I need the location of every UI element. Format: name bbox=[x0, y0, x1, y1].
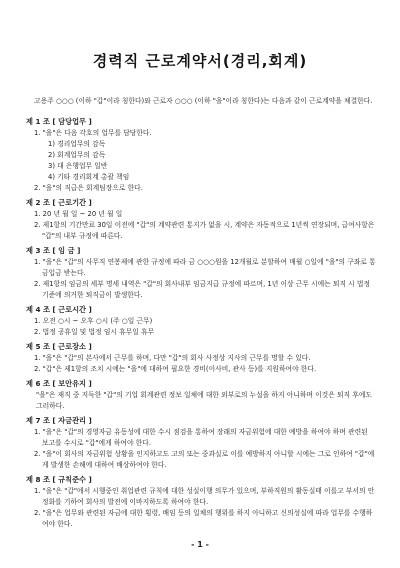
intro-paragraph: 고용주 ○○○ (이하 "갑"이라 칭한다)와 근로자 ○○○ (이하 "을"이라 칭한다)는 다음과 같이 근로계약을 체결한다. bbox=[34, 97, 373, 105]
article-section bbox=[26, 341, 376, 375]
clause-text: 2. "을"은 업무와 관련된 자금에 대한 횡령, 배임 등의 일체의 행위를 하지 아니하고 신의성실에 따라 업무를 수행하여야 한다. bbox=[34, 509, 373, 528]
clause-text: 1. "을"은 다음 각호의 업무를 담당한다. bbox=[34, 129, 152, 137]
sub-item: 4) 기타 경리회계 총괄 책임 bbox=[48, 173, 130, 181]
article-heading: 제 4 조 [ 근로시간 ] bbox=[26, 305, 92, 314]
clause-text: 1. "을"은 "갑"에서 시행중인 취업관련 규칙에 대한 성실이행 의무가 있으며, 부하직원의 활동실태 이를고 부서의 안정화를 기하여 회사의 발전에 이바지하도록 하여야 한다. bbox=[34, 487, 375, 506]
article-heading: 제 6 조 [ 보안유지 ] bbox=[26, 379, 92, 388]
clause-text: 2. 법정 공휴일 및 법정 임시 휴무일 휴무 bbox=[34, 328, 155, 336]
article-heading: 제 2 조 [ 근로기간 ] bbox=[26, 198, 92, 207]
clause-text: 1. 오전 ○시 ~ 오후 ○시 (주 ○일 근무) bbox=[34, 317, 153, 325]
clause-text: 2. "을"의 직급은 회계팀장으로 한다. bbox=[34, 184, 143, 192]
clause-text: 1. "을"은 "갑"의 본사에서 근무를 하며, 다만 "갑"의 회사 사정상 지사의 근무를 명할 수 있다. bbox=[34, 354, 311, 362]
article-section bbox=[26, 116, 376, 194]
clause-text: 1. "을"은 "갑"의 사무직 연봉제에 관한 규정에 따라 금 ○○○원을 12개월로 분할하여 매월 ○일에 "을"의 구좌로 통금입금 받는다. bbox=[34, 258, 376, 277]
article-section bbox=[26, 378, 376, 412]
clause-text: 2. "을"이 회사의 자금위험 상황을 인지하고도 고의 또는 중과실로 이를 예방하지 아니할 시에는 그로 인하여 "갑"에게 발생한 손해에 대하여 배상하여야 한다. bbox=[34, 450, 375, 469]
clause-text: 2. "갑"은 제1항의 조치 시에는 "을"에 대하여 필요한 경비(이사비, 관사 등)를 지원하여야 한다. bbox=[34, 365, 317, 373]
article-heading: 제 8 조 [ 규칙준수 ] bbox=[26, 475, 92, 484]
clause-text: 2. 제1항의 임금의 세부 명세 내역은 "갑"의 회사내부 임금지급 규정에 따르며, 1년 이상 근무 시에는 퇴직 시 법정 기준에 의거한 퇴직금이 발생한다. bbox=[34, 280, 373, 299]
sub-item: 1) 경리업무의 감독 bbox=[48, 140, 106, 148]
article-section bbox=[26, 474, 376, 530]
sub-item: 2) 회계업무의 감독 bbox=[48, 151, 106, 159]
clause-text: "을"은 재직 중 지득한 "갑"의 기업 회계관련 정보 일체에 대한 외부로의 누설을 하지 아니하며 이것은 퇴직 후에도 그러하다. bbox=[36, 391, 375, 410]
article-heading: 제 5 조 [ 근로장소 ] bbox=[26, 342, 92, 351]
sub-item: 3) 대 은행업무 일반 bbox=[48, 162, 108, 170]
clause-text: 1. "을"은 "갑"의 경영자금 유동성에 대한 수시 점검을 통하여 장래의 자금위험에 대한 예방을 하여야 하며 관련된 보고를 수시로 "갑"에게 하여야 한다. bbox=[34, 428, 370, 447]
article-section bbox=[26, 304, 376, 338]
article-heading: 제 1 조 [ 담당업무 ] bbox=[26, 117, 92, 126]
article-heading: 제 7 조 [ 자금관리 ] bbox=[26, 416, 92, 425]
clause-text: 1. 20 년 월 일 ~ 20 년 월 일 bbox=[34, 210, 123, 218]
page-number: - 1 - bbox=[191, 540, 209, 549]
article-section bbox=[26, 197, 376, 242]
article-heading: 제 3 조 [ 임 금 ] bbox=[26, 246, 81, 255]
article-section bbox=[26, 245, 376, 301]
document-title: 경력직 근로계약서(경리,회계) bbox=[92, 52, 308, 70]
article-section bbox=[26, 415, 376, 471]
document-body bbox=[26, 96, 376, 533]
clause-text: 2. 제1항의 기간만료 30일 이전에 "갑"의 계약관련 통지가 없을 시, 계약은 자동적으로 1년씩 연장되며, 급여사항은 "갑"의 내부 규정에 따른다. bbox=[34, 221, 377, 240]
